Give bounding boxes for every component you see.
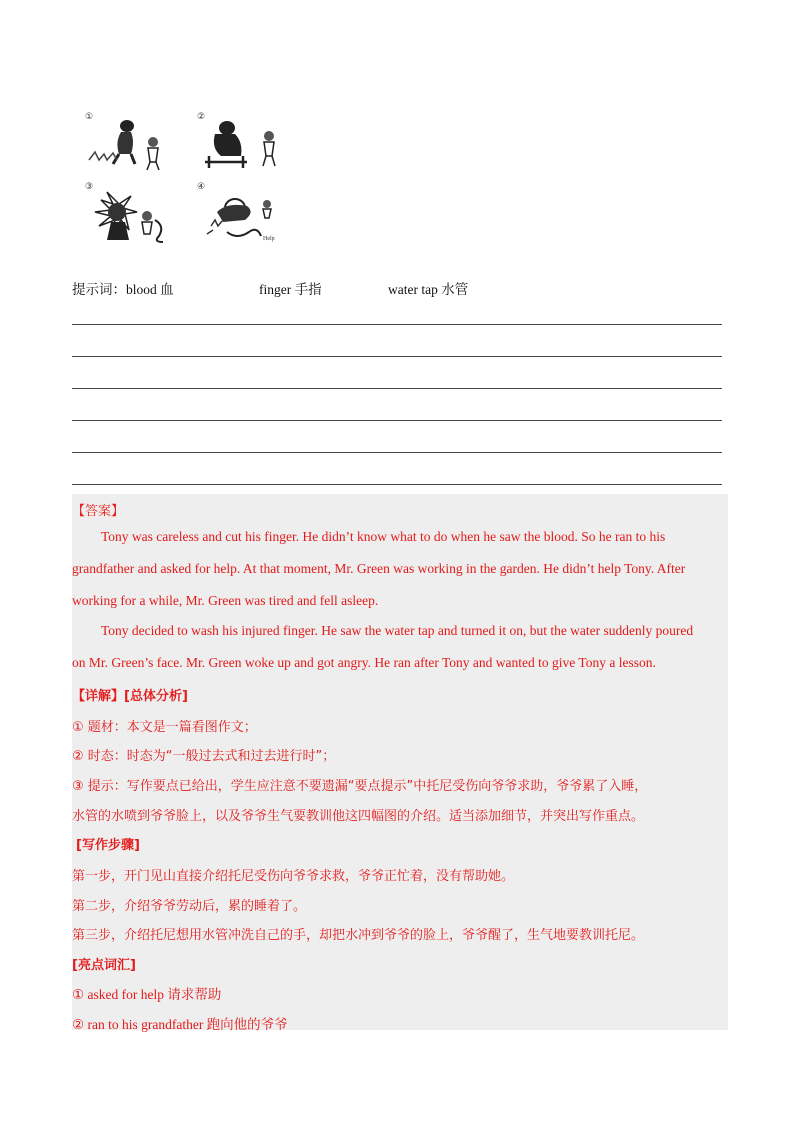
- picture-4-drawing: [197, 182, 287, 244]
- vocab-heading: [亮点词汇]: [72, 958, 136, 973]
- vocab-item-1: ① asked for help 请求帮助: [72, 987, 222, 1002]
- picture-3: [85, 182, 175, 244]
- writing-line: [72, 452, 722, 453]
- steps-heading: [写作步骤]: [76, 838, 140, 853]
- answer-p1-line3: working for a while, Mr. Green was tired and fell asleep.: [72, 593, 379, 608]
- writing-line: [72, 324, 722, 325]
- writing-line: [72, 356, 722, 357]
- hint-water-tap: water tap 水管: [388, 282, 469, 297]
- analysis-heading: 【详解】[总体分析]: [72, 689, 188, 704]
- analysis-item-3-line2: 水管的水喷到爷爷脸上，以及爷爷生气要教训他这四幅图的介绍。适当添加细节，并突出写作重点。: [72, 809, 645, 824]
- picture-strip: [85, 112, 295, 257]
- analysis-item-1: ① 题材：本文是一篇看图作文；: [72, 720, 257, 735]
- step-3: 第三步，介绍托尼想用水管冲洗自己的手，却把水冲到爷爷的脸上，爷爷醒了，生气地要教训托尼。: [72, 928, 645, 943]
- picture-number: ③: [85, 182, 94, 192]
- answer-p2-line1: Tony decided to wash his injured finger. He saw the water tap and turned it on, but the water suddenly poured: [101, 623, 694, 638]
- vocab-item-2: ② ran to his grandfather 跑向他的爷爷: [72, 1017, 288, 1032]
- analysis-item-2: ② 时态：时态为“一般过去式和过去进行时”；: [72, 749, 336, 764]
- picture-1-drawing: [85, 112, 175, 174]
- svg-text:Help: Help: [263, 236, 275, 242]
- picture-2-drawing: [197, 112, 287, 174]
- writing-line: [72, 484, 722, 485]
- picture-number: ①: [85, 112, 94, 122]
- answer-p2-line2: on Mr. Green’s face. Mr. Green woke up and got angry. He ran after Tony and wanted to give Tony a lesson.: [72, 655, 656, 670]
- step-1: 第一步，开门见山直接介绍托尼受伤向爷爷求救，爷爷正忙着，没有帮助她。: [72, 869, 515, 884]
- picture-2: [197, 112, 287, 174]
- step-2: 第二步，介绍爷爷劳动后，累的睡着了。: [72, 899, 307, 914]
- picture-number: ②: [197, 112, 206, 122]
- writing-line: [72, 388, 722, 389]
- picture-3-drawing: [85, 182, 175, 244]
- hint-finger: finger 手指: [259, 282, 322, 297]
- writing-line: [72, 420, 722, 421]
- answer-p1-line1: Tony was careless and cut his finger. He didn’t know what to do when he saw the blood. So he ran to his: [101, 529, 666, 544]
- picture-1: [85, 112, 175, 174]
- picture-4: [197, 182, 287, 244]
- hint-blood: 提示词：blood 血: [72, 282, 174, 297]
- answer-heading: 【答案】: [72, 504, 125, 519]
- analysis-item-3-line1: ③ 提示：写作要点已给出，学生应注意不要遗漏“要点提示”中托尼受伤向爷爷求助，爷爷累了入睡，: [72, 779, 648, 794]
- answer-p1-line2: grandfather and asked for help. At that moment, Mr. Green was working in the garden. He didn’t help Tony. After: [72, 561, 686, 576]
- picture-number: ④: [197, 182, 206, 192]
